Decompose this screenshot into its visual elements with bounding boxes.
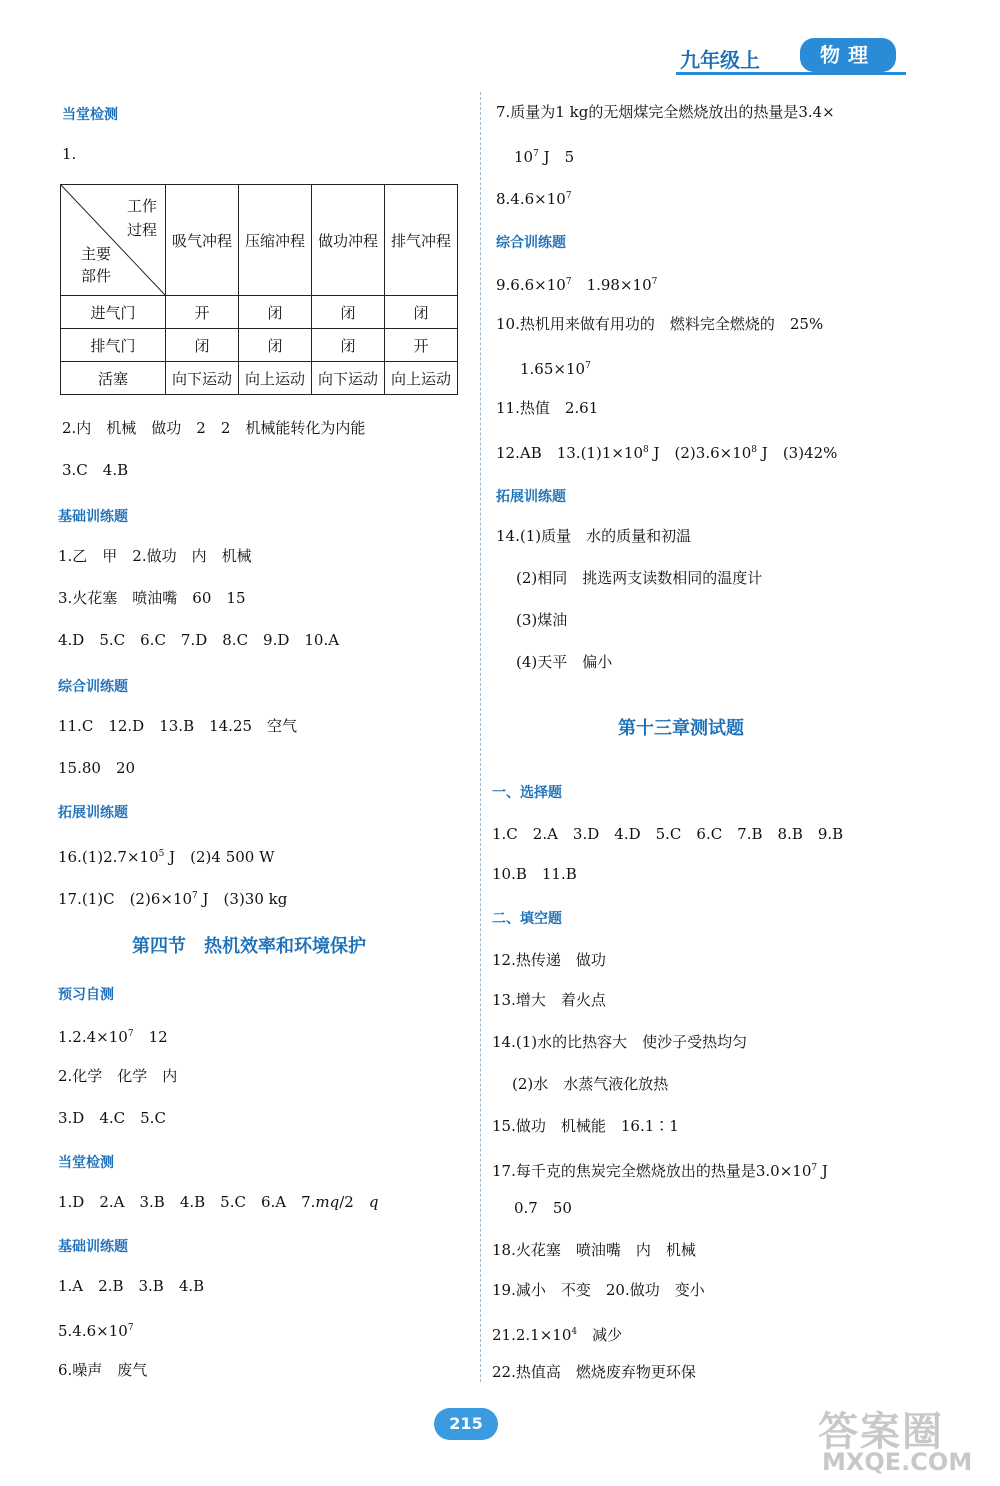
answer-line: $8.4.6\times 10^7$ [496, 190, 572, 208]
answer-line: 15.80 20 [58, 759, 136, 777]
answer-line: 15.做功 机械能 16.1∶1 [492, 1117, 679, 1135]
table-row [61, 296, 458, 329]
answer-line: 1.D 2.A 3.B 4.B 5.C 6.A 7.mq/2 q [58, 1193, 379, 1211]
answer-line: $16.(1)2.7\times 10^5$ J (2)4 500 W [58, 848, 275, 866]
table-column-header: 排气冲程 [385, 185, 458, 296]
section-heading-tuozhan: 拓展训练题 [58, 805, 128, 821]
header-rule [676, 72, 906, 75]
answer-line: 13.增大 着火点 [492, 991, 606, 1009]
section-heading-zonghe: 综合训练题 [58, 679, 128, 695]
corner-label-part-2: 部件 [81, 267, 112, 285]
answer-line: 19.减小 不变 20.做功 变小 [492, 1281, 705, 1299]
table-cell: 向下运动 [312, 362, 385, 395]
answer-line: $10^7$ J 5 [514, 148, 575, 166]
answer-line: (2)相同 挑选两支读数相同的温度计 [516, 569, 763, 587]
answer-line: 10.热机用来做有用功的 燃料完全燃烧的 25% [496, 315, 824, 333]
table-cell: 闭 [239, 296, 312, 329]
section-heading-yuxi: 预习自测 [58, 987, 114, 1003]
table-row-label: 活塞 [61, 362, 166, 395]
answer-line: 3.火花塞 喷油嘴 60 15 [58, 589, 246, 607]
corner-label-process-1: 工作 [126, 197, 157, 215]
table-row-label: 排气门 [61, 329, 166, 362]
chapter-test-title: 第十三章测试题 [618, 718, 744, 739]
answer-line: (4)天平 偏小 [516, 653, 613, 671]
answer-line: 1.A 2.B 3.B 4.B [58, 1277, 205, 1295]
table-cell: 开 [166, 296, 239, 329]
answer-line: $5.4.6\times 10^7$ [58, 1322, 134, 1340]
table-corner-header [61, 185, 166, 296]
answer-line: 1.乙 甲 2.做功 内 机械 [58, 547, 252, 565]
answer-line: (2)水 水蒸气液化放热 [512, 1075, 669, 1093]
answer-line: 17.每千克的焦炭完全燃烧放出的热量是$3.0\times 10^7$ J [492, 1162, 828, 1180]
watermark-url: MXQE.COM [822, 1448, 973, 1476]
table-row-label: 进气门 [61, 296, 166, 329]
answer-line: 11.C 12.D 13.B 14.25 空气 [58, 717, 298, 735]
table-column-header: 做功冲程 [312, 185, 385, 296]
corner-label-part-1: 主要 [81, 245, 112, 263]
answer-line: $21.2.1\times 10^4$ 减少 [492, 1326, 623, 1344]
section-heading-jichu-2: 基础训练题 [58, 1239, 128, 1255]
answer-line: 3.D 4.C 5.C [58, 1109, 166, 1127]
table-cell: 闭 [385, 296, 458, 329]
answer-line: 6.噪声 废气 [58, 1361, 148, 1379]
section-heading-jichu: 基础训练题 [58, 509, 128, 525]
answer-line: 22.热值高 燃烧废弃物更环保 [492, 1363, 696, 1381]
answer-line: $1.2.4\times 10^7$ 12 [58, 1028, 168, 1046]
table-cell: 闭 [239, 329, 312, 362]
table-row [61, 329, 458, 362]
watermark-logo: 答案圈 [818, 1409, 944, 1455]
table-cell: 闭 [312, 329, 385, 362]
section-title-4: 第四节 热机效率和环境保护 [132, 936, 366, 957]
section-heading-tuozhan-2: 拓展训练题 [496, 489, 566, 505]
page-number-badge: 215 [434, 1408, 498, 1440]
section-heading-dangtang: 当堂检测 [62, 107, 118, 123]
answer-line: $1.65\times 10^7$ [520, 360, 591, 378]
column-divider [480, 92, 481, 1382]
answer-line: 14.(1)水的比热容大 使沙子受热均匀 [492, 1033, 748, 1051]
section-heading-tiankong: 二、填空题 [492, 911, 562, 927]
answer-line: $9.6.6\times 10^7$ $1.98\times 10^7$ [496, 276, 658, 294]
answer-line: 2.化学 化学 内 [58, 1067, 178, 1085]
answer-line: 17.(1)C $(2)6\times 10^7$ J (3)30 kg [58, 890, 288, 908]
table-cell: 闭 [166, 329, 239, 362]
header-grade: 九年级上 [680, 48, 760, 72]
answer-line: 1.C 2.A 3.D 4.D 5.C 6.C 7.B 8.B 9.B [492, 825, 844, 843]
answer-line: 4.D 5.C 6.C 7.D 8.C 9.D 10.A [58, 631, 340, 649]
section-heading-xuanze: 一、选择题 [492, 785, 562, 801]
answer-line: 10.B 11.B [492, 865, 577, 883]
table-cell: 向上运动 [385, 362, 458, 395]
answer-line: 12.AB $13.(1)1\times 10^8$ J $(2)3.6\times 10^8$ J (3)42% [496, 444, 838, 462]
answer-line: 3.C 4.B [62, 461, 129, 479]
section-heading-zonghe-2: 综合训练题 [496, 235, 566, 251]
table-cell: 闭 [312, 296, 385, 329]
section-heading-dangtang-2: 当堂检测 [58, 1155, 114, 1171]
answer-line: (3)煤油 [516, 611, 568, 629]
table-cell: 开 [385, 329, 458, 362]
answer-line: 14.(1)质量 水的质量和初温 [496, 527, 692, 545]
engine-stroke-table [60, 184, 458, 395]
question-1-label: 1. [62, 145, 77, 163]
answer-line: 12.热传递 做功 [492, 951, 606, 969]
answer-line: 0.7 50 [514, 1199, 572, 1217]
table-cell: 向下运动 [166, 362, 239, 395]
answer-line: 11.热值 2.61 [496, 399, 599, 417]
table-cell: 向上运动 [239, 362, 312, 395]
table-row [61, 362, 458, 395]
table-column-header: 吸气冲程 [166, 185, 239, 296]
corner-label-process-2: 过程 [126, 221, 157, 239]
answer-line: 18.火花塞 喷油嘴 内 机械 [492, 1241, 696, 1259]
header-subject-badge: 物理 [800, 38, 896, 72]
answer-line: 2.内 机械 做功 2 2 机械能转化为内能 [62, 419, 366, 437]
table-column-header: 压缩冲程 [239, 185, 312, 296]
answer-line: 7.质量为1 kg的无烟煤完全燃烧放出的热量是3.4× [496, 103, 835, 121]
